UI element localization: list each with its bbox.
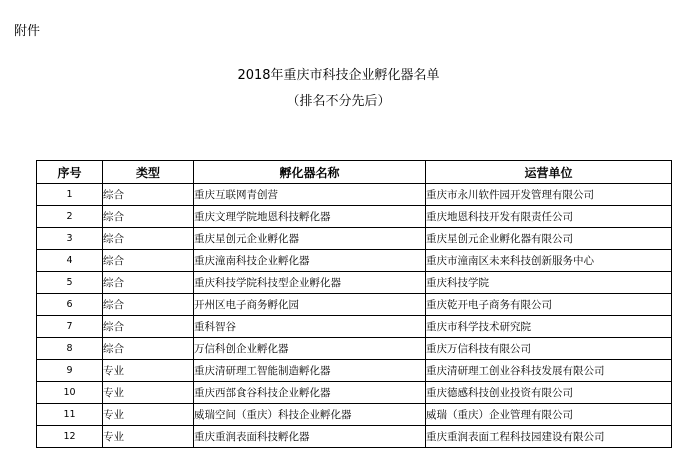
cell-number: 6 [37, 294, 103, 316]
table-row [37, 360, 672, 382]
cell-incubator-name: 万信科创企业孵化器 [194, 338, 426, 360]
attachment-label: 附件 [14, 24, 41, 39]
cell-type: 专业 [103, 360, 194, 382]
table-row [37, 382, 672, 404]
cell-operating-unit: 重庆清研理工创业谷科技发展有限公司 [426, 360, 672, 382]
column-header-unit: 运营单位 [426, 161, 672, 184]
cell-number: 12 [37, 426, 103, 448]
cell-number: 3 [37, 228, 103, 250]
document-title: 2018年重庆市科技企业孵化器名单 [237, 68, 440, 83]
table-row [37, 426, 672, 448]
table-row [37, 206, 672, 228]
cell-incubator-name: 重庆清研理工智能制造孵化器 [194, 360, 426, 382]
cell-operating-unit: 重庆地恩科技开发有限责任公司 [426, 206, 672, 228]
table-body [37, 184, 672, 448]
cell-number: 11 [37, 404, 103, 426]
document-subtitle: （排名不分先后） [286, 94, 391, 109]
cell-type: 综合 [103, 250, 194, 272]
cell-operating-unit: 重庆市永川软件园开发管理有限公司 [426, 184, 672, 206]
cell-operating-unit: 重庆市科学技术研究院 [426, 316, 672, 338]
table-row [37, 272, 672, 294]
cell-incubator-name: 重科智谷 [194, 316, 426, 338]
column-header-name: 孵化器名称 [194, 161, 426, 184]
cell-operating-unit: 重庆德感科技创业投资有限公司 [426, 382, 672, 404]
cell-operating-unit: 重庆万信科技有限公司 [426, 338, 672, 360]
cell-operating-unit: 重庆重润表面工程科技园建设有限公司 [426, 426, 672, 448]
cell-number: 1 [37, 184, 103, 206]
table-row [37, 338, 672, 360]
cell-number: 10 [37, 382, 103, 404]
table-row [37, 184, 672, 206]
cell-number: 7 [37, 316, 103, 338]
cell-type: 综合 [103, 206, 194, 228]
table-row [37, 316, 672, 338]
cell-number: 2 [37, 206, 103, 228]
table-row [37, 228, 672, 250]
cell-incubator-name: 重庆星创元企业孵化器 [194, 228, 426, 250]
cell-type: 专业 [103, 382, 194, 404]
cell-incubator-name: 重庆科技学院科技型企业孵化器 [194, 272, 426, 294]
cell-operating-unit: 重庆科技学院 [426, 272, 672, 294]
cell-type: 综合 [103, 228, 194, 250]
cell-incubator-name: 威瑞空间（重庆）科技企业孵化器 [194, 404, 426, 426]
column-header-no: 序号 [37, 161, 103, 184]
cell-type: 专业 [103, 404, 194, 426]
cell-operating-unit: 重庆乾开电子商务有限公司 [426, 294, 672, 316]
table-header-row [37, 161, 672, 184]
table-row [37, 404, 672, 426]
cell-number: 5 [37, 272, 103, 294]
cell-type: 专业 [103, 426, 194, 448]
cell-incubator-name: 开州区电子商务孵化园 [194, 294, 426, 316]
cell-incubator-name: 重庆重润表面科技孵化器 [194, 426, 426, 448]
cell-incubator-name: 重庆文理学院地恩科技孵化器 [194, 206, 426, 228]
cell-number: 4 [37, 250, 103, 272]
cell-incubator-name: 重庆互联网青创营 [194, 184, 426, 206]
cell-incubator-name: 重庆西部食谷科技企业孵化器 [194, 382, 426, 404]
cell-operating-unit: 重庆市潼南区未来科技创新服务中心 [426, 250, 672, 272]
cell-operating-unit: 重庆星创元企业孵化器有限公司 [426, 228, 672, 250]
table-row [37, 294, 672, 316]
cell-type: 综合 [103, 184, 194, 206]
cell-incubator-name: 重庆潼南科技企业孵化器 [194, 250, 426, 272]
cell-number: 8 [37, 338, 103, 360]
cell-type: 综合 [103, 316, 194, 338]
cell-number: 9 [37, 360, 103, 382]
table-row [37, 250, 672, 272]
cell-type: 综合 [103, 294, 194, 316]
column-header-type: 类型 [103, 161, 194, 184]
cell-operating-unit: 威瑞（重庆）企业管理有限公司 [426, 404, 672, 426]
incubator-table [36, 160, 672, 448]
cell-type: 综合 [103, 272, 194, 294]
cell-type: 综合 [103, 338, 194, 360]
